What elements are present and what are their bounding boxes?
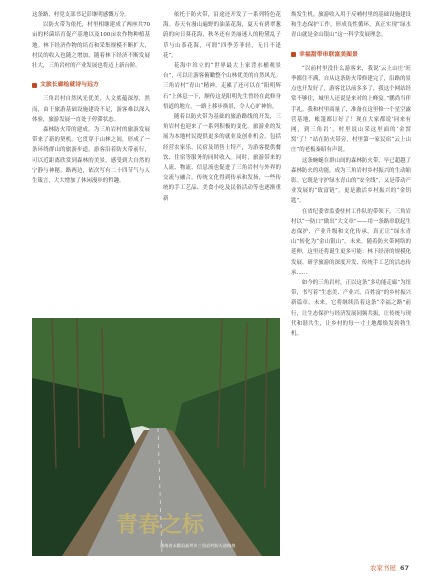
column-1 [32, 10, 150, 186]
paragraph: 三角岩村自然风光优美，人文底蕴深厚，然而，由于旅游基础设施建设不足，游客难以深入体验，旅游发展一直处于停滞状态。 [32, 96, 150, 123]
photo-caption: 湖南省永顺县高坪乡三角岩村防火道路接 [160, 543, 236, 548]
section-heading [291, 50, 411, 60]
section-heading-text: 幸福甜带串联富美图景 [299, 51, 358, 58]
page-number: 67 [399, 563, 409, 572]
magazine-name: 农家书屋 [369, 564, 396, 572]
paragraph: “以前村里没什么游客来，我说‘云上山庄’旺季都住不满，自从这条防火带修建完了，沿路的景点也开发好了，游客比以前多多了，我这个网站经常不够住，城里人还说是来对的上峰宴。”鹏尚当伴手礼。我和村里商量了，准备在这里修一个星空露营基地，帐篷都订好了！现在大家都说‘同来有网，到三角岩’，村里说山采这里面的‘金窝窝’了！”站在防火带旁，村里第一家民宿“云上山庄”的老板秦昭有声说。 [291, 65, 411, 154]
column-3 [291, 10, 411, 339]
column-2 [163, 10, 281, 204]
section-heading [32, 80, 150, 90]
paragraph: 森林防火带的建成，为三角岩村的旅游发展带来了新的契机。它贯穿于山林之间，形成了一条环绕群山的旅游步道。游客沿着防火带前行，可以近距离欣赏到森林的美景，感受到大自然的宁静与神秘。路两边，依次写有二十四节气与人生箴言，大大增加了休闲漫步的哲趣。 [32, 127, 150, 185]
paragraph: 这条路，村党支部书记彭继明感慨万分。 [32, 12, 130, 18]
paragraph: 以防火带为依托，村里相继建成了两座共70亩的杉菌培育促产基地以及100亩农作物种植基地。林下经济作物的培育和采集规模不断扩大，村民的收入也随之增加。随着林下经济不断发展壮大，三角岩村的产业发展也将迈上新台阶。 [32, 22, 150, 70]
paragraph: 这条蜿蜒在群山间的森林防火带，早已超越了森林防火的功能，成为三角岩村乡村振兴的生动缩影。它既是守护绿水青山的“安全线”，又是带动产业发展的“致富链”，更是激活乡村振兴的“金钥匙”。 [291, 157, 411, 205]
paragraph: 依托于防火带，沿途还开发了一系列特色花海。春天有漫山遍野的油菜花海，夏天有碧翠葱蔚的向日葵花海，秋冬还有美丽迷人的粉黛乱子草与山茶花海，可谓“四季芳菲轻，无日不逢花”。 [163, 12, 281, 59]
page-footer [370, 563, 409, 572]
paragraph: 随着以防火带为基础的旅游路线的开发，三角岩村也迎来了一系列积极的变化。旅游业的发展为本地村民提供更多的就业及创业机会，包括经营农家乐、民宿及销售土特产，为游客提供餐饮、住宿等服务的同时收入。同时，旅游带来的人流、物流、信息流也促进了三角岩村与外界的交流与融合。传统文化得到传承和发扬，一些传统的手工艺品、美食小吃及民俗活动等也逐渐重新 [163, 114, 281, 202]
paragraph: 焕发生机。旅游收入用于反哺村里的基础设施建设和生态保护工作，形成良性循环，真正实现“绿水青山就是金山银山”这一科学发展理念。 [291, 12, 411, 39]
paragraph: 如今的三角岩村，正以这条“多功能走廊”为纽带，书写着“生态美、产业兴、百姓富”的乡村振兴新篇章。未来，它将继续沿着这条“幸福之路”前行，让生态保护与经济发展同频共振，让传统与现代和谐共生，让乡村的每一寸土地都焕发勃勃生机。 [291, 280, 411, 338]
paragraph: 花海中耸立的“世界最大上家背水桶观景台”，可以让游客俯瞰整个山林优美的自然风光。三角岩村“青山”精神，走累了还可以在“阳明辉石”上休息一下，顺传这是阳明先生曾经在此修身悟道的地方。一路上移步换景，令人心旷神怡。 [163, 63, 281, 110]
section-heading-text: 文旅长廊绘就诗与远方 [40, 82, 99, 89]
heading-marker-icon [291, 52, 296, 57]
road-photo-illustration [32, 318, 280, 556]
paragraph: 在省纪委省监委驻村工作队的带领下，三角岩村以“一防口”做出“大文章”——用一条路串联起生态保护、产业升级和文化传承，真正让“绿水青山”转化为“金山银山”。未来，随着防火带网络的延伸，这里还将诞生更多可能：林下经济的规模化发展、研学旅游的深度开发、传统手工艺的活态传承…… [291, 208, 411, 276]
road-photo [32, 318, 280, 556]
road-painted-text: 青春之标 [115, 513, 205, 538]
heading-marker-icon [32, 83, 37, 88]
